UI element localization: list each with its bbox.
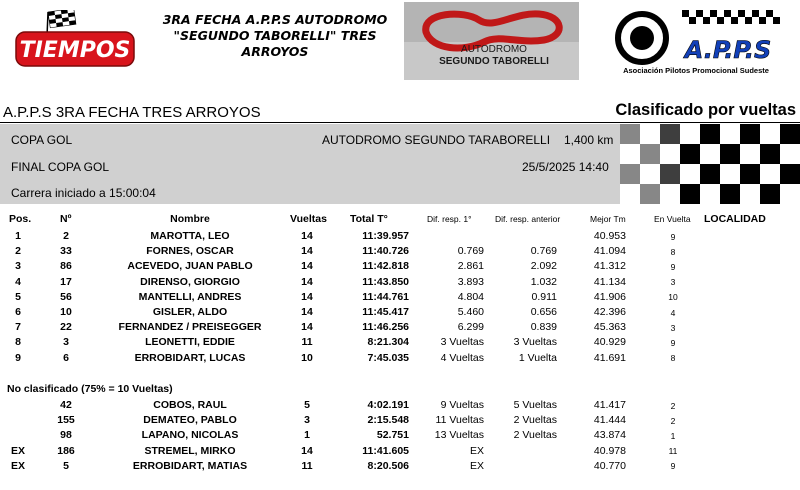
cell-name: ERROBIDART, MATIAS: [132, 459, 248, 472]
cell-laps: 14: [301, 230, 313, 242]
svg-text:SEGUNDO TABORELLI: SEGUNDO TABORELLI: [439, 56, 549, 67]
checker-square: [660, 124, 680, 144]
cell-best: 45.363: [593, 321, 626, 334]
cell-num: 22: [60, 321, 72, 334]
checker-square: [780, 144, 800, 164]
cell-total: 8:20.506: [367, 459, 409, 472]
cell-name: DEMATEO, PABLO: [143, 414, 237, 427]
cell-in-lap: 2: [670, 415, 676, 426]
cell-num: 17: [60, 275, 72, 288]
cell-num: 5: [63, 459, 69, 472]
cell-in-lap: 11: [668, 446, 678, 457]
col-laps: Vueltas: [290, 213, 327, 225]
cell-in-lap: 9: [670, 261, 676, 272]
cell-total: 52.751: [376, 429, 409, 442]
cell-best: 41.094: [593, 245, 626, 258]
col-name: Nombre: [170, 213, 210, 225]
col-diff-first: Dif. resp. 1°: [427, 214, 472, 224]
cell-diff-prev: 3 Vueltas: [513, 336, 557, 349]
col-diff-prev: Dif. resp. anterior: [495, 214, 561, 224]
cell-num: 86: [60, 260, 72, 273]
cell-diff-prev: 0.911: [531, 290, 557, 303]
checker-square: [700, 144, 720, 164]
col-pos: Pos.: [9, 213, 32, 225]
cell-best: 41.134: [593, 275, 626, 288]
cell-pos: 5: [15, 290, 21, 303]
cell-total: 8:21.304: [367, 336, 409, 349]
cell-laps: 14: [301, 260, 313, 273]
cell-diff-first: 3 Vueltas: [440, 336, 484, 349]
cell-in-lap: 2: [670, 400, 676, 411]
cell-total: 11:44.761: [362, 290, 409, 303]
cell-in-lap: 8: [670, 246, 676, 257]
championship-title: A.P.P.S 3RA FECHA TRES ARROYOS: [3, 104, 261, 121]
cell-name: LAPANO, NICOLAS: [141, 429, 239, 442]
col-num: Nº: [60, 213, 72, 225]
cell-best: 42.396: [593, 306, 626, 318]
checker-square: [720, 144, 740, 164]
cell-laps: 10: [301, 351, 313, 364]
cell-laps: 14: [301, 245, 313, 258]
col-best: Mejor Tm: [590, 214, 626, 224]
checker-square: [740, 124, 760, 144]
cell-diff-first: EX: [469, 459, 484, 472]
cell-diff-prev: 2.092: [530, 260, 557, 273]
checker-square: [760, 144, 780, 164]
cell-in-lap: 3: [670, 277, 676, 288]
cell-in-lap: 4: [670, 307, 676, 318]
cell-total: 7:45.035: [367, 351, 409, 364]
cell-best: 43.874: [593, 429, 626, 442]
cell-num: 2: [63, 230, 69, 242]
checker-square: [660, 184, 680, 204]
cell-best: 40.953: [593, 230, 626, 242]
checker-square: [700, 164, 720, 184]
cell-laps: 14: [301, 275, 313, 288]
checker-square: [760, 124, 780, 144]
col-location: LOCALIDAD: [704, 213, 766, 225]
checker-square: [680, 184, 700, 204]
cell-diff-first: 3.893: [457, 275, 484, 288]
not-classified-label: No clasificado (75% = 10 Vueltas): [7, 383, 173, 395]
cell-total: 11:42.818: [362, 260, 409, 273]
cell-best: 41.691: [593, 351, 626, 364]
cell-laps: 1: [304, 429, 310, 442]
cell-in-lap: 8: [670, 353, 676, 364]
cell-diff-prev: 0.839: [530, 321, 557, 334]
cell-diff-prev: 1.032: [530, 275, 557, 288]
cell-total: 2:15.548: [367, 414, 409, 427]
checkered-flag-icon: [620, 124, 800, 204]
cell-diff-prev: 1 Vuelta: [518, 351, 557, 364]
cell-name: FORNES, OSCAR: [146, 245, 234, 258]
cell-name: ERROBIDART, LUCAS: [134, 351, 246, 364]
start-time-label: Carrera iniciado a 15:00:04: [11, 186, 156, 200]
checker-square: [640, 164, 660, 184]
cell-num: 56: [60, 290, 72, 303]
checker-square: [720, 124, 740, 144]
checker-square: [680, 144, 700, 164]
cell-total: 4:02.191: [367, 399, 409, 411]
cell-diff-first: 0.769: [457, 245, 484, 258]
cell-laps: 14: [301, 321, 313, 334]
checker-square: [660, 164, 680, 184]
cell-pos: 2: [15, 245, 21, 258]
cell-diff-prev: 0.769: [530, 245, 557, 258]
cell-name: MANTELLI, ANDRES: [138, 290, 242, 303]
col-in-lap: En Vuelta: [654, 214, 691, 224]
distance-label: 1,400 km: [564, 133, 614, 147]
cell-laps: 3: [304, 414, 310, 427]
cell-diff-first: 4 Vueltas: [440, 351, 484, 364]
report-titlebar: [0, 103, 800, 123]
cell-diff-first: 4.804: [457, 290, 484, 303]
checker-square: [620, 164, 640, 184]
cell-pos: EX: [10, 444, 26, 457]
cell-pos: 4: [15, 275, 21, 288]
tiempos-logo: [14, 10, 136, 70]
checker-square: [660, 144, 680, 164]
cell-total: 11:46.256: [362, 321, 409, 334]
cell-laps: 14: [301, 444, 313, 457]
cell-laps: 14: [301, 290, 313, 303]
cell-num: 98: [60, 429, 72, 442]
cell-total: 11:45.417: [362, 306, 409, 318]
cell-total: 11:40.726: [362, 245, 409, 258]
cell-total: 11:41.605: [362, 444, 409, 457]
cell-pos: 7: [15, 321, 21, 334]
checker-square: [680, 124, 700, 144]
cell-num: 186: [57, 444, 75, 457]
cell-name: COBOS, RAUL: [153, 399, 227, 411]
cell-laps: 5: [304, 399, 310, 411]
cell-best: 40.978: [593, 444, 626, 457]
cell-diff-first: 6.299: [457, 321, 484, 334]
svg-text:AUTODROMO: AUTODROMO: [461, 44, 527, 55]
cell-pos: 1: [15, 230, 21, 242]
svg-text:Asociación Pilotos Promocional: Asociación Pilotos Promocional Sudeste: [623, 66, 769, 75]
cell-diff-first: 9 Vueltas: [440, 399, 484, 411]
checker-square: [720, 164, 740, 184]
checker-square: [620, 144, 640, 164]
checker-square: [620, 124, 640, 144]
checker-square: [760, 164, 780, 184]
cell-laps: 11: [301, 336, 313, 349]
checker-square: [640, 184, 660, 204]
cell-diff-prev: 2 Vueltas: [513, 429, 557, 442]
cell-best: 41.312: [593, 260, 626, 273]
cell-best: 40.770: [593, 459, 626, 472]
checker-square: [640, 124, 660, 144]
checker-square: [680, 164, 700, 184]
cell-name: ACEVEDO, JUAN PABLO: [127, 260, 253, 273]
cell-diff-first: 13 Vueltas: [434, 429, 484, 442]
checker-square: [780, 164, 800, 184]
checker-square: [640, 144, 660, 164]
checkered-flag-icon: [44, 10, 77, 34]
cell-diff-first: 5.460: [457, 306, 484, 318]
cell-diff-first: EX: [469, 444, 484, 457]
checker-square: [760, 184, 780, 204]
checker-square: [740, 164, 760, 184]
cell-pos: 8: [15, 336, 21, 349]
checker-square: [780, 184, 800, 204]
cell-num: 33: [60, 245, 72, 258]
cell-pos: 3: [15, 260, 21, 273]
cell-num: 6: [63, 351, 69, 364]
cell-pos: 9: [15, 351, 21, 364]
cell-in-lap: 10: [668, 292, 678, 303]
cell-diff-prev: 0.656: [530, 306, 557, 318]
circuit-label: AUTODROMO SEGUNDO TARABORELLI: [322, 133, 551, 147]
cell-in-lap: 9: [670, 461, 676, 472]
cell-diff-prev: 5 Vueltas: [513, 399, 557, 411]
cell-laps: 14: [301, 306, 313, 318]
cell-pos: 6: [15, 306, 21, 318]
cell-name: DIRENSO, GIORGIO: [140, 275, 240, 288]
cell-diff-first: 11 Vueltas: [435, 414, 484, 427]
checker-square: [740, 144, 760, 164]
svg-text:A.P.P.S: A.P.P.S: [684, 36, 772, 64]
cell-in-lap: 3: [670, 322, 676, 333]
cell-total: 11:39.957: [362, 230, 409, 242]
checker-square: [720, 184, 740, 204]
cell-diff-prev: 2 Vueltas: [513, 414, 557, 427]
checker-square: [780, 124, 800, 144]
cell-diff-first: 2.861: [457, 260, 484, 273]
checker-square: [620, 184, 640, 204]
checker-square: [740, 184, 760, 204]
cell-name: GISLER, ALDO: [152, 306, 228, 318]
cell-total: 11:43.850: [362, 275, 409, 288]
cell-num: 155: [57, 414, 75, 427]
event-title: 3RA FECHA A.P.P.S AUTODROMO "SEGUNDO TABORELLI" TRES ARROYOS: [162, 12, 388, 59]
cell-best: 41.906: [593, 290, 626, 303]
cell-pos: EX: [10, 459, 26, 472]
cell-laps: 11: [301, 459, 313, 472]
cell-name: STREMEL, MIRKO: [144, 444, 236, 457]
autodromo-logo: [404, 2, 579, 80]
cell-num: 10: [60, 306, 72, 318]
cell-num: 3: [63, 336, 69, 349]
cell-best: 41.444: [593, 414, 626, 427]
datetime-label: 25/5/2025 14:40: [522, 160, 609, 174]
col-total: Total T°: [350, 213, 388, 225]
checker-square: [700, 184, 720, 204]
cell-num: 42: [60, 399, 72, 411]
cell-in-lap: 1: [670, 430, 676, 441]
cell-name: FERNANDEZ / PREISEGGER: [118, 321, 262, 334]
cell-best: 41.417: [593, 399, 626, 411]
svg-text:TIEMPOS: TIEMPOS: [19, 38, 131, 63]
cell-best: 40.929: [593, 336, 626, 349]
cell-in-lap: 9: [670, 337, 676, 348]
checkered-banner-icon: [678, 10, 782, 38]
report-type: Clasificado por vueltas: [615, 101, 796, 119]
session-label: FINAL COPA GOL: [11, 160, 110, 174]
apps-logo: [608, 8, 784, 78]
checker-square: [700, 124, 720, 144]
category-label: COPA GOL: [11, 133, 73, 147]
cell-name: LEONETTI, EDDIE: [145, 336, 235, 349]
cell-in-lap: 9: [670, 231, 676, 242]
cell-name: MAROTTA, LEO: [150, 230, 230, 242]
